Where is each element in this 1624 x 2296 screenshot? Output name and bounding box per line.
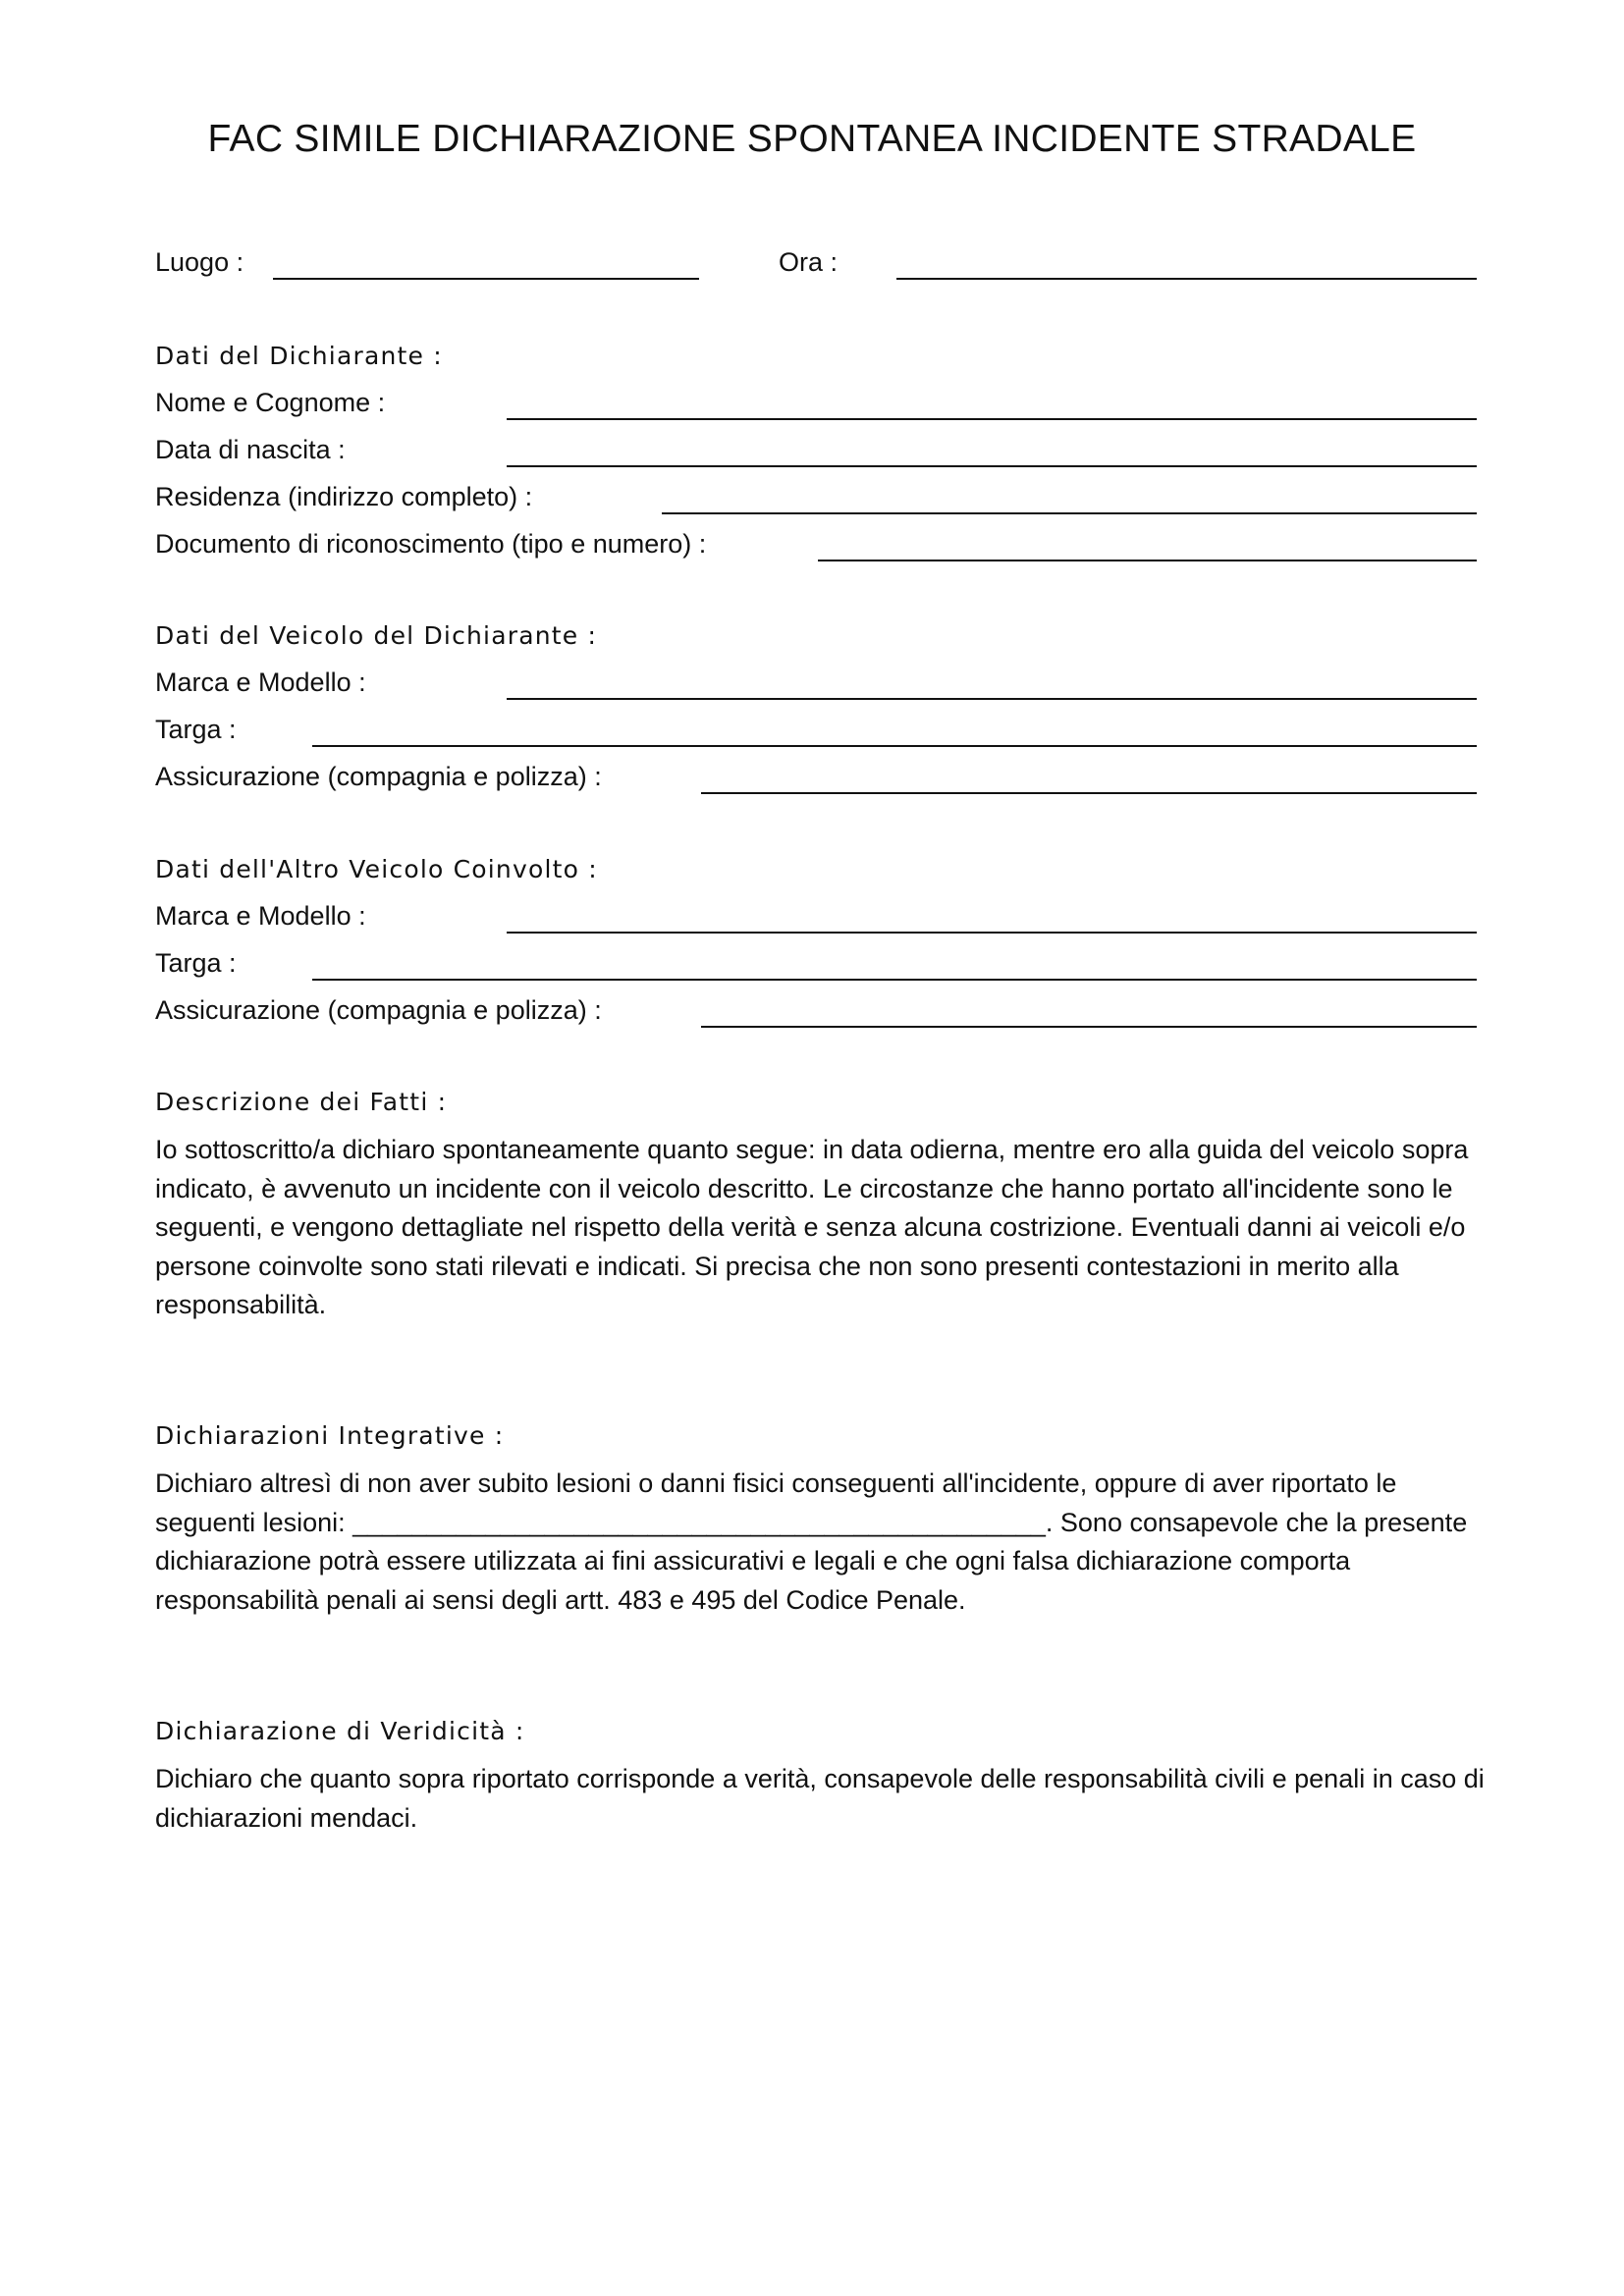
targa-field[interactable] <box>312 745 1477 747</box>
ora-field[interactable] <box>896 278 1477 280</box>
documento-field[interactable] <box>818 560 1477 561</box>
data-nascita-label: Data di nascita : <box>155 435 346 464</box>
marca-modello-label: Marca e Modello : <box>155 667 366 697</box>
lesioni-blank-field[interactable]: _______________________________________________ <box>352 1507 1046 1537</box>
fatti-paragraph: Io sottoscritto/a dichiaro spontaneamente quanto segue: in data odierna, mentre ero alla guida del veicolo sopra indicato, è avvenuto un incidente con il veicolo descritto. Le circostanze che hanno portato all'incidente sono le seguenti, e vengono dettagliate nel rispetto della verità e senza alcuna costrizione. Eventuali danni ai veicoli e/o persone coinvolte sono stati rilevati e indicati. Si precisa che non sono presenti contestazioni in merito alla responsabilità. <box>155 1135 1469 1319</box>
altro-marca-modello-field[interactable] <box>507 932 1477 934</box>
altro-assicurazione-field[interactable] <box>701 1026 1477 1028</box>
veridicita-paragraph: Dichiaro che quanto sopra riportato corrisponde a verità, consapevole delle responsabilità civili e penali in caso di dichiarazioni mendaci. <box>155 1764 1485 1833</box>
residenza-field[interactable] <box>662 512 1477 514</box>
veicolo-dichiarante-heading: Dati del Veicolo del Dichiarante : <box>155 621 598 650</box>
altro-targa-field[interactable] <box>312 979 1477 981</box>
integrative-paragraph <box>155 1465 1490 1620</box>
nome-cognome-label: Nome e Cognome : <box>155 388 386 417</box>
veridicita-heading: Dichiarazione di Veridicità : <box>155 1717 525 1745</box>
data-nascita-field[interactable] <box>507 465 1477 467</box>
luogo-field[interactable] <box>273 278 699 280</box>
altro-marca-modello-label: Marca e Modello : <box>155 901 366 931</box>
altro-veicolo-heading: Dati dell'Altro Veicolo Coinvolto : <box>155 855 598 883</box>
targa-label: Targa : <box>155 715 237 744</box>
altro-assicurazione-label: Assicurazione (compagnia e polizza) : <box>155 995 602 1025</box>
altro-targa-label: Targa : <box>155 948 237 978</box>
residenza-label: Residenza (indirizzo completo) : <box>155 482 533 511</box>
ora-label: Ora : <box>779 247 839 277</box>
integrative-text-before: Dichiaro altresì di non aver subito lesioni o danni fisici conseguenti all'incidente, oppure di aver riportato le seguenti lesioni: <box>155 1468 1397 1537</box>
fatti-heading: Descrizione dei Fatti : <box>155 1088 448 1116</box>
integrative-text-after: . Sono consapevole che la presente dichiarazione potrà essere utilizzata ai fini assicurativi e legali e che ogni falsa dichiarazione comporta responsabilità penali ai sensi degli artt. 483 e 495 del Codice Penale. <box>155 1507 1468 1615</box>
luogo-label: Luogo : <box>155 247 244 277</box>
assicurazione-label: Assicurazione (compagnia e polizza) : <box>155 762 602 791</box>
integrative-heading: Dichiarazioni Integrative : <box>155 1421 505 1450</box>
marca-modello-field[interactable] <box>507 698 1477 700</box>
nome-cognome-field[interactable] <box>507 418 1477 420</box>
page-title: FAC SIMILE DICHIARAZIONE SPONTANEA INCIDENTE STRADALE <box>207 118 1417 160</box>
documento-label: Documento di riconoscimento (tipo e numero) : <box>155 529 707 559</box>
dichiarante-heading: Dati del Dichiarante : <box>155 342 443 370</box>
assicurazione-field[interactable] <box>701 792 1477 794</box>
